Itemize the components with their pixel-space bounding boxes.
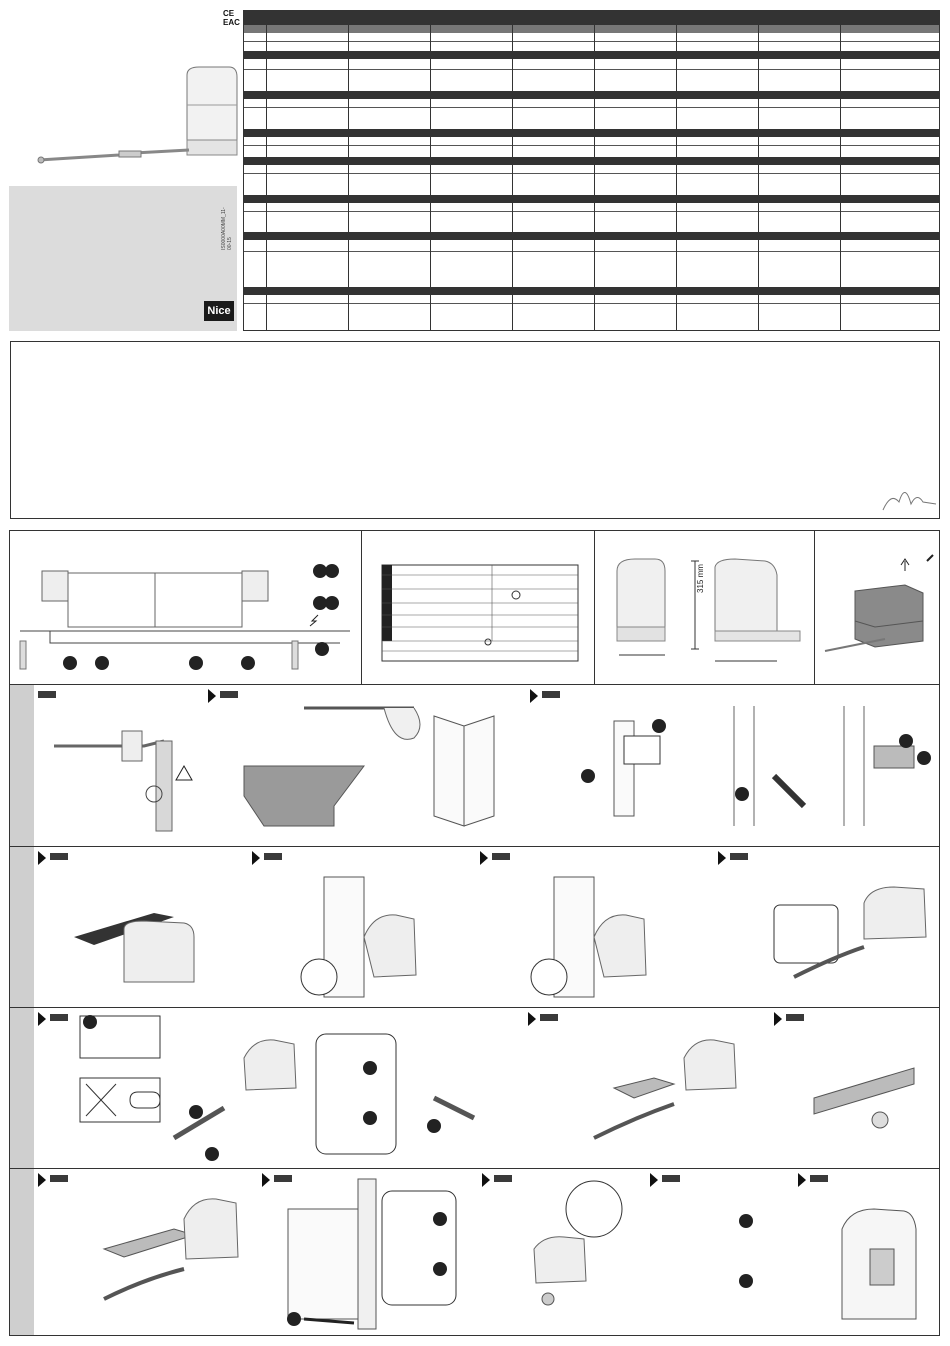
system-overview-figure [10, 531, 360, 684]
installation-steps [9, 530, 940, 1336]
declaration-box [10, 341, 940, 519]
product-illustration [9, 5, 237, 185]
cable-table-figure [362, 531, 592, 684]
earth-icon [512, 591, 520, 599]
document-code: IS0000A00MM_11-00-15 [221, 207, 233, 250]
step-row-4-figures [34, 1169, 934, 1334]
brand-logo: Nice [204, 301, 234, 321]
step-row-2-figures [34, 847, 934, 1007]
cover-grey-panel [9, 186, 237, 331]
step-row-3-figures [34, 1008, 934, 1168]
dimension-figure [595, 531, 815, 684]
spec-table [243, 10, 940, 331]
cover-removal-figure [815, 531, 941, 684]
signature-image [11, 342, 941, 520]
height-dimension: 315 mm [696, 564, 705, 593]
cover-panel [9, 5, 240, 185]
step-row-1-figures [34, 686, 934, 846]
warning-icon [176, 766, 192, 780]
side-bar [10, 685, 34, 1335]
ce-mark: CE EAC [223, 9, 240, 27]
